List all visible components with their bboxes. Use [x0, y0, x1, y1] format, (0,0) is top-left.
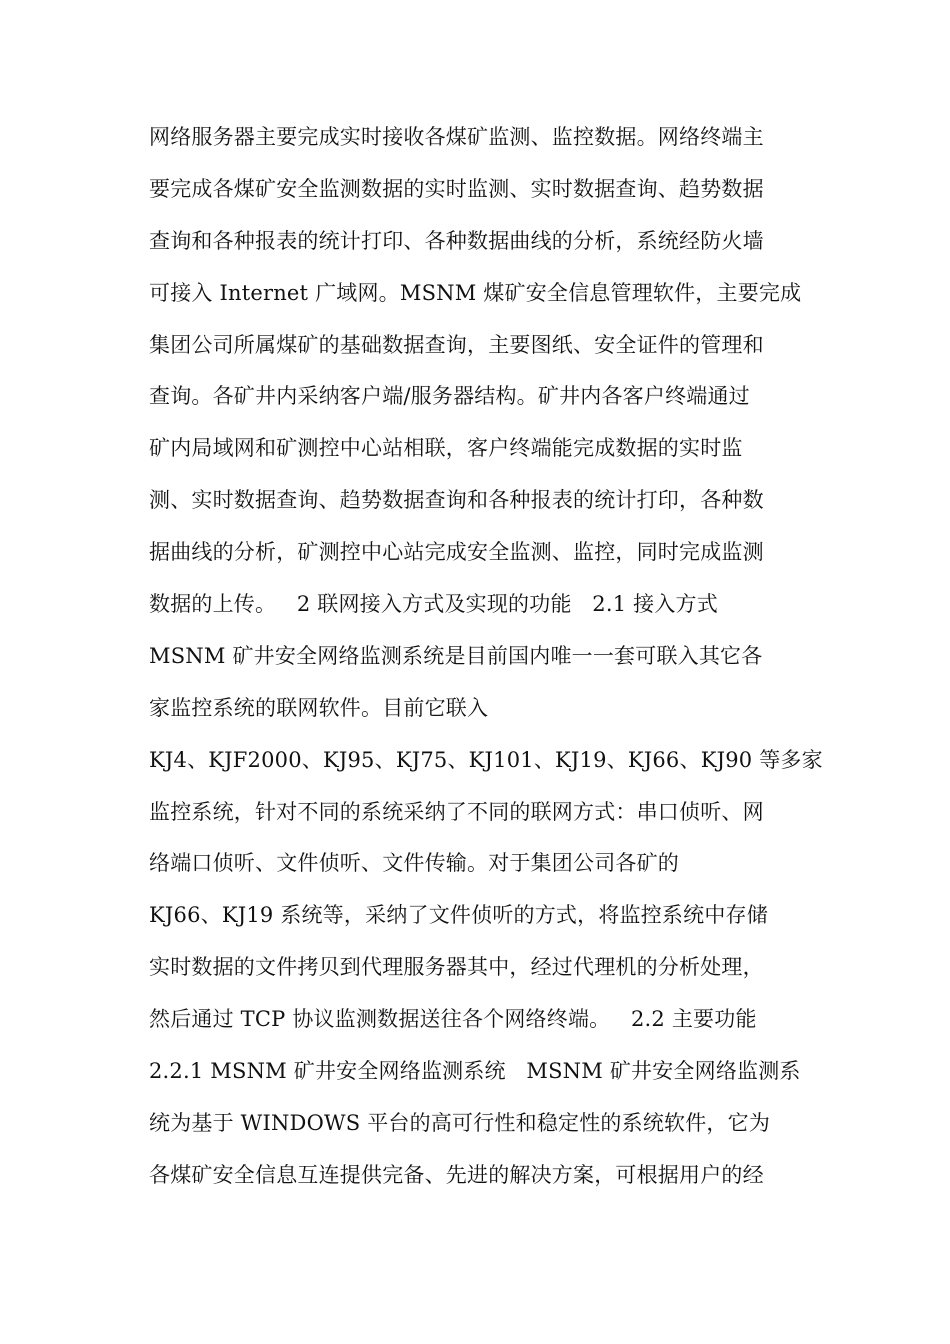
text-line: 据曲线的分析，矿测控中心站完成安全监测、监控，同时完成监测: [149, 540, 764, 565]
text-line: 网络服务器主要完成实时接收各煤矿监测、监控数据。网络终端主: [149, 125, 764, 149]
text-line: KJ4、KJF2000、KJ95、KJ75、KJ101、KJ19、KJ66、KJ90 等多家: [149, 747, 823, 772]
text-line: 络端口侦听、文件侦听、文件传输。对于集团公司各矿的: [149, 851, 679, 876]
text-line: 查询。各矿井内采纳客户端/服务器结构。矿井内各客户终端通过: [149, 384, 750, 409]
text-line: 统为基于 WINDOWS 平台的高可行性和稳定性的系统软件，它为: [149, 1110, 771, 1135]
text-line: 监控系统，针对不同的系统采纳了不同的联网方式：串口侦听、网: [149, 799, 764, 824]
text-line: MSNM 矿井安全网络监测系统是目前国内唯一一套可联入其它各: [149, 643, 763, 668]
body-text: [149, 112, 823, 1202]
text-line: 集团公司所属煤矿的基础数据查询，主要图纸、安全证件的管理和: [149, 332, 764, 357]
text-line: 家监控系统的联网软件。目前它联入: [149, 695, 489, 720]
text-line: 矿内局域网和矿测控中心站相联，客户终端能完成数据的实时监: [149, 436, 743, 461]
text-line: 可接入 Internet 广域网。MSNM 煤矿安全信息管理软件，主要完成: [149, 280, 802, 305]
text-line: KJ66、KJ19 系统等，采纳了文件侦听的方式，将监控系统中存储: [149, 903, 768, 928]
text-line: 2.2.1 MSNM 矿井安全网络监测系统 MSNM 矿井安全网络监测系: [149, 1059, 801, 1084]
text-line: 查询和各种报表的统计打印、各种数据曲线的分析，系统经防火墙: [149, 228, 764, 253]
text-line: 要完成各煤矿安全监测数据的实时监测、实时数据查询、趋势数据: [149, 176, 764, 201]
text-line: 实时数据的文件拷贝到代理服务器其中，经过代理机的分析处理，: [149, 955, 764, 980]
text-line: 然后通过 TCP 协议监测数据送往各个网络终端。 2.2 主要功能: [149, 1007, 757, 1032]
text-line: 测、实时数据查询、趋势数据查询和各种报表的统计打印，各种数: [149, 488, 764, 513]
text-line: 数据的上传。 2 联网接入方式及实现的功能 2.1 接入方式: [149, 592, 718, 617]
text-line: 各煤矿安全信息互连提供完备、先进的解决方案，可根据用户的经: [149, 1162, 764, 1187]
